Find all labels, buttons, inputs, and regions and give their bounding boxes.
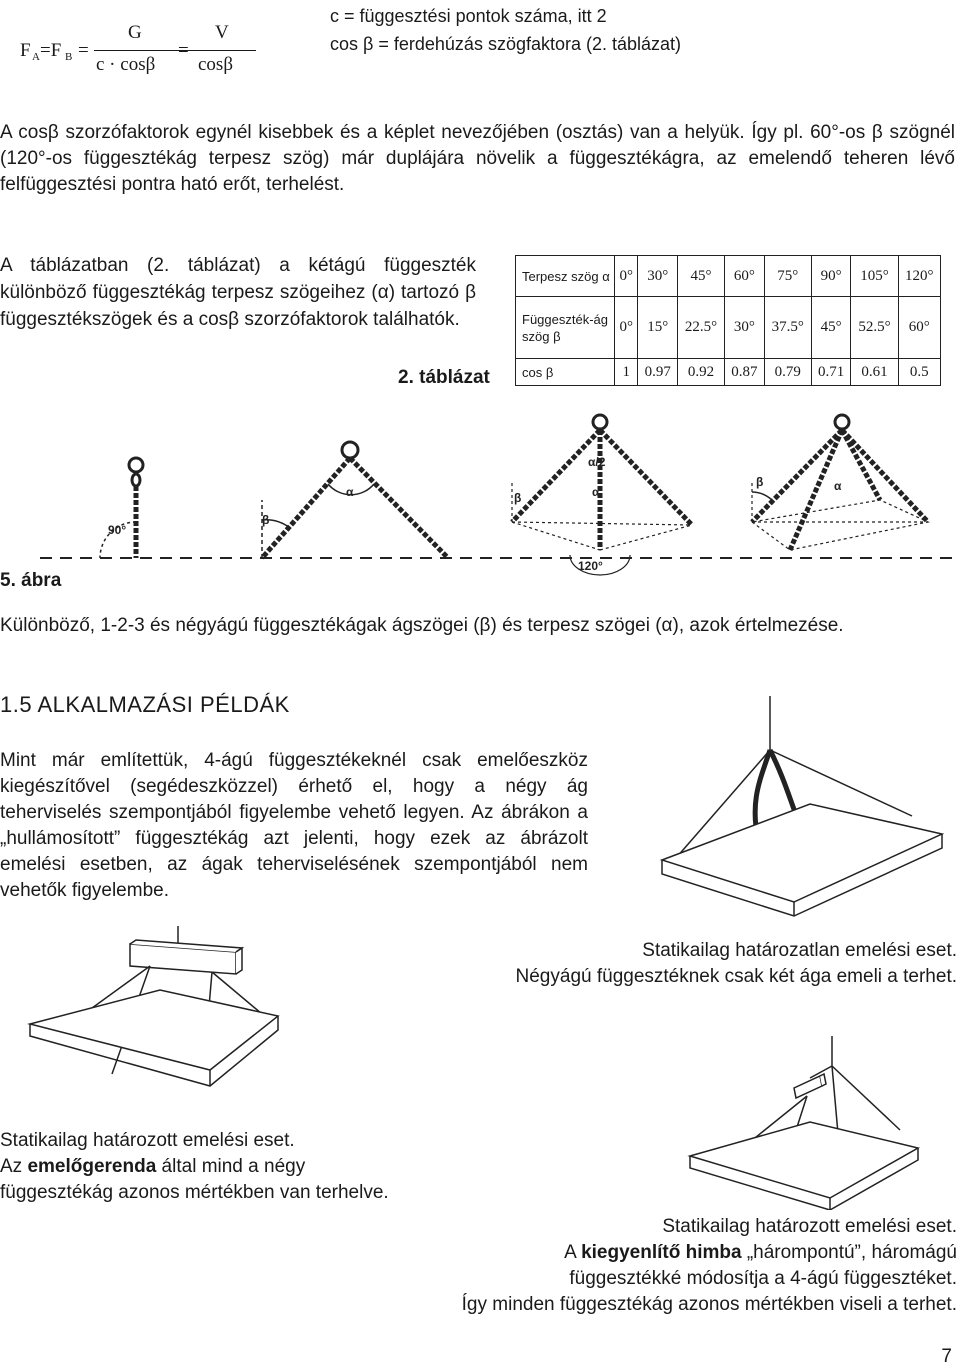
figure-caption: Különböző, 1-2-3 és négyágú függesztékágak ágszögei (β) és terpesz szögei (α), azok értelmezése. (0, 615, 844, 636)
table-cell: 105° (851, 256, 898, 297)
caption-indeterminate-line1: Statikailag határozatlan emelési eset. (642, 940, 957, 961)
table-caption: 2. táblázat (398, 367, 490, 388)
caption-beam-pre: Az (0, 1156, 28, 1177)
caption-beam-line1: Statikailag határozott emelési eset. (0, 1130, 295, 1151)
force-formula (20, 24, 280, 84)
table-cell: 22.5° (677, 297, 724, 359)
table-header-alpha: Terpesz szög α (516, 256, 615, 297)
caption-indeterminate (516, 938, 957, 990)
table-row-beta (516, 297, 941, 359)
table-cell: 37.5° (764, 297, 811, 359)
formula-lhs-a: A (32, 51, 40, 63)
caption-beam-line2 (0, 1154, 389, 1180)
label-beta-3: β (756, 475, 764, 489)
caption-beam-post: által mind a négy (156, 1156, 306, 1177)
caption-equalizer-pre: A (564, 1242, 582, 1263)
lifting-beam-illustration (0, 920, 300, 1120)
caption-equalizer-line2 (462, 1240, 957, 1266)
table-cell: 45° (811, 297, 851, 359)
table-cell: 0.5 (898, 359, 940, 386)
caption-indeterminate-line2: Négyágú függesztéknek csak két ága emeli a terhet. (515, 966, 957, 987)
angle-table (515, 255, 941, 386)
table-cell: 45° (677, 256, 724, 297)
three-leg-sling (512, 415, 692, 575)
table-cell: 52.5° (851, 297, 898, 359)
table-cell: 60° (898, 297, 940, 359)
table-cell: 0.97 (638, 359, 678, 386)
caption-equalizer-bold: kiegyenlítő himba (581, 1242, 742, 1263)
caption-equalizer-line4: Így minden függesztékág azonos mértékben viseli a terhet. (461, 1294, 957, 1315)
label-120: 120° (578, 559, 603, 573)
definition-c: c = függesztési pontok száma, itt 2 (330, 6, 607, 26)
label-beta-1: β (262, 513, 270, 527)
caption-equalizer-line1: Statikailag határozott emelési eset. (662, 1216, 957, 1237)
table-cell: 0° (615, 297, 638, 359)
caption-equalizer-post: „hárompontú”, háromágú (741, 1242, 957, 1263)
caption-equalizer (462, 1214, 957, 1318)
two-leg-sling (262, 442, 448, 558)
formula-lhs-b: B (65, 51, 73, 63)
table-cell: 30° (725, 297, 765, 359)
definition-cosb: cos β = ferdehúzás szögfaktora (2. táblázat) (330, 34, 682, 54)
table-cell: 0.71 (811, 359, 851, 386)
label-alpha-half: α/2 (588, 455, 606, 469)
table-cell: 0.92 (677, 359, 724, 386)
paragraph-cos-factor: A cosβ szorzófaktorok egynél kisebbek és a képlet nevezőjében (osztás) van a helyük. Így pl. 60°-os β szögnél (120°-os függesztékág terpesz szög) már duplájára növelik a függesztékágra, az emelendő teheren lévő felfüggesztési pontra ható erőt, terhelést. (0, 122, 955, 195)
paragraph-table-intro: A táblázatban (2. táblázat) a kétágú függeszték különböző függesztékág terpesz szögeihez (α) tartozó β függesztékszögek és a cosβ szorzófaktorok találhatók. (0, 255, 476, 330)
label-alpha-2: α (592, 485, 600, 499)
table-cell: 0° (615, 256, 638, 297)
formula-den2: cosβ (198, 54, 233, 75)
table-cell: 60° (725, 256, 765, 297)
table-cell: 15° (638, 297, 678, 359)
label-90: 90° (108, 523, 127, 537)
indeterminate-lift-illustration (640, 690, 960, 930)
table-row-alpha (516, 256, 941, 297)
label-alpha-3: α (834, 479, 842, 493)
table-header-cos: cos β (516, 359, 615, 386)
table-cell: 30° (638, 256, 678, 297)
single-leg-sling (100, 458, 143, 558)
table-header-beta: Függeszték-ág szög β (516, 297, 615, 359)
section-heading: 1.5 ALKALMAZÁSI PÉLDÁK (0, 692, 290, 717)
table-cell: 0.61 (851, 359, 898, 386)
fraction-line-2 (196, 50, 256, 51)
label-alpha-1: α (346, 485, 354, 499)
table-cell: 1 (615, 359, 638, 386)
caption-equalizer-line3: függesztékké módosítja a 4-ágú függesztéket. (569, 1268, 957, 1289)
formula-lhs-eq: =F (40, 40, 62, 61)
equalizer-illustration (670, 1030, 960, 1210)
formula-eq2: = (178, 40, 189, 61)
table-cell: 120° (898, 256, 940, 297)
table-cell: 90° (811, 256, 851, 297)
formula-num1: G (128, 22, 142, 43)
table-cell: 0.79 (764, 359, 811, 386)
caption-beam-line3: függesztékág azonos mértékben van terhelve. (0, 1182, 389, 1203)
table-cell: 75° (764, 256, 811, 297)
formula-eq1: = (78, 40, 89, 61)
table-row-cos (516, 359, 941, 386)
label-beta-2: β (514, 491, 522, 505)
figure-label: 5. ábra (0, 570, 62, 591)
page-number: 7 (941, 1346, 952, 1367)
paragraph-examples: Mint már említettük, 4-ágú függesztékeknél csak emelőeszköz kiegészítővel (segédeszközzel) érhető el, hogy a négy ág teherviselés szempontjából figyelembe vehető legyen. Az ábrákon a „hullámosított” függesztékág azt jelenti, hogy ezek az ábrázolt emelési esetben, az ágak teherviselésének szempontjából nem vehetők figyelembe. (0, 750, 588, 901)
formula-den1: c · cosβ (96, 54, 156, 75)
formula-lhs-f: F (20, 40, 31, 61)
caption-beam-bold: emelőgerenda (27, 1156, 157, 1177)
table-cell: 0.87 (725, 359, 765, 386)
formula-num2: V (215, 22, 229, 43)
sling-angles-figure (0, 410, 960, 580)
caption-beam (0, 1128, 389, 1206)
